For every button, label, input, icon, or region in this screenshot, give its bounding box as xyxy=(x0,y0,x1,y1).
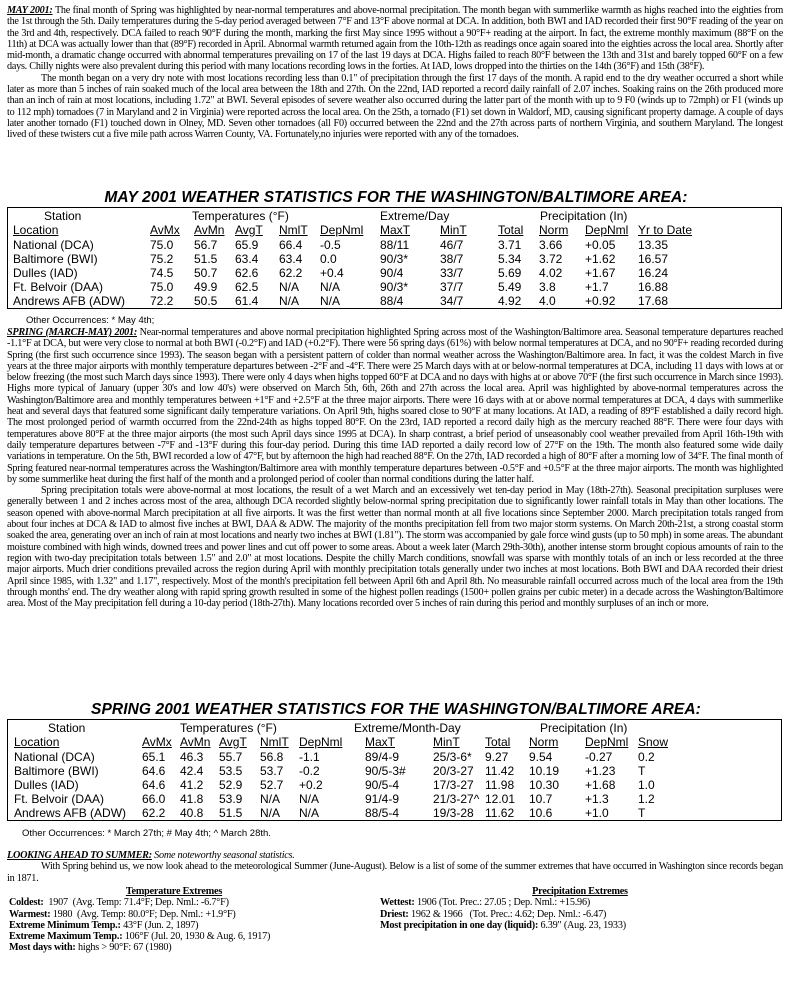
may_table-column-header: Norm xyxy=(539,223,569,237)
spring_table-group-header: Station xyxy=(48,721,86,735)
spring_table-cell: 40.8 xyxy=(180,806,204,820)
spring_table-cell: 12.01 xyxy=(485,792,516,806)
may_table-row-station: Dulles (IAD) xyxy=(13,266,78,280)
ahead-heading: LOOKING AHEAD TO SUMMER: xyxy=(7,850,152,861)
spring-stats-table xyxy=(7,719,782,821)
spring_table-column-header: DepNml xyxy=(585,735,629,749)
extremes-label: Coldest: xyxy=(9,897,44,909)
may_table-cell: 38/7 xyxy=(440,252,464,266)
may_table-cell: +1.67 xyxy=(585,266,616,280)
spring_table-cell: N/A xyxy=(260,792,281,806)
spring_table-column-header: Snow xyxy=(638,735,669,749)
may_table-column-header: MaxT xyxy=(380,223,410,237)
may_table-cell: 51.5 xyxy=(194,252,218,266)
spring_table-cell: 41.2 xyxy=(180,778,204,792)
extremes-label: Extreme Minimum Temp.: xyxy=(9,919,121,931)
may_table-cell: 16.88 xyxy=(638,280,669,294)
may_table-column-header: MinT xyxy=(440,223,467,237)
spring_table-row-station: Ft. Belvoir (DAA) xyxy=(14,792,105,806)
may_table-cell: 4.92 xyxy=(498,294,522,308)
spring_table-row-station: Dulles (IAD) xyxy=(14,778,79,792)
spring_table-cell: 53.5 xyxy=(219,764,243,778)
spring_table-cell: 89/4-9 xyxy=(365,750,400,764)
spring_table-cell: +1.23 xyxy=(585,764,616,778)
spring_table-cell: 19/3-28 xyxy=(433,806,474,820)
spring_table-cell: 56.8 xyxy=(260,750,284,764)
may_table-cell: 66.4 xyxy=(279,238,303,252)
spring_table-cell: 0.2 xyxy=(638,750,655,764)
spring_table-column-header: MinT xyxy=(433,735,460,749)
may_table-cell: 63.4 xyxy=(279,252,303,266)
spring_table-cell: 10.6 xyxy=(529,806,553,820)
spring_table-cell: 62.2 xyxy=(142,806,166,820)
ahead-subtitle: Some noteworthy seasonal statistics. xyxy=(151,850,295,861)
spring_table-group-header: Precipitation (In) xyxy=(540,721,628,735)
extremes-label: Driest: xyxy=(380,908,409,920)
spring_table-cell: 10.19 xyxy=(529,764,560,778)
spring_table-cell: N/A xyxy=(299,792,320,806)
may-table-title: MAY 2001 WEATHER STATISTICS FOR THE WASHINGTON/BALTIMORE AREA: xyxy=(104,189,688,206)
may-stats-table xyxy=(7,207,782,309)
may_table-cell: N/A xyxy=(279,294,300,308)
extremes-line xyxy=(380,897,780,908)
spring_table-cell: 10.7 xyxy=(529,792,553,806)
may_table-cell: 90/4 xyxy=(380,266,404,280)
extremes-line xyxy=(9,942,339,953)
may_table-cell: 16.57 xyxy=(638,252,669,266)
may_table-cell: 61.4 xyxy=(235,294,259,308)
spring_table-cell: T xyxy=(638,764,646,778)
spring_table-column-header: NmlT xyxy=(260,735,289,749)
spring_table-cell: 53.9 xyxy=(219,792,243,806)
spring_table-cell: -0.2 xyxy=(299,764,320,778)
spring_table-cell: 9.54 xyxy=(529,750,553,764)
extremes-value: 6.39" (Aug. 23, 1933) xyxy=(538,919,626,931)
may_table-row-station: Ft. Belvoir (DAA) xyxy=(13,280,104,294)
may_table-cell: 75.0 xyxy=(150,238,174,252)
spring_table-cell: +1.0 xyxy=(585,806,609,820)
may_table-cell: 75.0 xyxy=(150,280,174,294)
spring_table-cell: 9.27 xyxy=(485,750,509,764)
may_table-cell: 62.6 xyxy=(235,266,259,280)
may_table-cell: 88/4 xyxy=(380,294,404,308)
spring_table-cell: +0.2 xyxy=(299,778,323,792)
spring_table-cell: 65.1 xyxy=(142,750,166,764)
may_table-cell: N/A xyxy=(320,280,341,294)
may-paragraph-2: The month began on a very dry note with most locations recording less than 0.1" of precipitation through the first 17 days of the month. A rapid end to the dry weather occurred a short while later as more than 5 inches of rain soaked much of the local area between the 18th and 27th. On the 22nd, IAD reported a record daily rainfall of 2.07 inches. Soaking rains on the 26th produced more than an inch of rain at most locations, including 1.72" at BWI. Several episodes of severe weather also occurred during the latter part of the month with up to 9 F0 (winds up to 72mph) or F1 (winds up to 112 mph) tornadoes (7 in Maryland and 2 in Virginia) were reported across the local area. On the 25th, a tornado (F1) set down in Waldorf, MD, causing significant property damage. A couple of days later another tornado (F1) touched down in Olney, MD. Seven other tornadoes (all F0) occurred between the 22nd and the 27th across parts of northern Virginia, and southern Maryland. The longest lived of these twisters cut a five mile path across Warren County, VA. Fortunately,no injuries were reported with any of the tornadoes. xyxy=(7,72,783,141)
may_table-group-header: Station xyxy=(44,209,82,223)
spring_table-cell: N/A xyxy=(299,806,320,820)
extremes-label: Wettest: xyxy=(380,897,415,909)
may_table-cell: 62.2 xyxy=(279,266,303,280)
extremes-line xyxy=(380,920,780,931)
may_table-cell: 0.0 xyxy=(320,252,337,266)
may_table-cell: 34/7 xyxy=(440,294,464,308)
spring_table-cell: 41.8 xyxy=(180,792,204,806)
may_table-column-header: Yr to Date xyxy=(638,223,693,237)
spring_table-cell: 52.9 xyxy=(219,778,243,792)
spring_table-cell: 46.3 xyxy=(180,750,204,764)
spring_table-column-header: AvMn xyxy=(180,735,211,749)
may_table-cell: 74.5 xyxy=(150,266,174,280)
may-other-occurrences: Other Occurrences: * May 4th; xyxy=(26,315,155,326)
may_table-cell: 65.9 xyxy=(235,238,259,252)
may_table-cell: 75.2 xyxy=(150,252,174,266)
may_table-cell: -0.5 xyxy=(320,238,341,252)
extremes-title: Temperature Extremes xyxy=(125,886,223,897)
spring_table-cell: 91/4-9 xyxy=(365,792,400,806)
may_table-cell: +0.92 xyxy=(585,294,616,308)
extremes-line xyxy=(9,897,339,908)
may_table-column-header: Location xyxy=(13,223,59,237)
may_table-cell: 50.7 xyxy=(194,266,218,280)
spring_table-column-header: Location xyxy=(14,735,60,749)
may_table-cell: 3.66 xyxy=(539,238,563,252)
spring_table-row-station: National (DCA) xyxy=(14,750,95,764)
spring_table-cell: 17/3-27 xyxy=(433,778,474,792)
extremes-line xyxy=(9,931,339,942)
may_table-group-header: Precipitation (In) xyxy=(540,209,628,223)
spring_table-cell: 25/3-6* xyxy=(433,750,472,764)
may_table-row-station: National (DCA) xyxy=(13,238,94,252)
spring-table-title: SPRING 2001 WEATHER STATISTICS FOR THE WASHINGTON/BALTIMORE AREA: xyxy=(91,701,701,718)
spring_table-cell: 64.6 xyxy=(142,764,166,778)
may-heading: MAY 2001: xyxy=(7,5,53,16)
may_table-cell: +1.7 xyxy=(585,280,609,294)
spring-heading: SPRING (MARCH-MAY) 2001: xyxy=(7,327,138,338)
may_table-cell: 72.2 xyxy=(150,294,174,308)
spring_table-cell: 53.7 xyxy=(260,764,284,778)
may_table-cell: 3.71 xyxy=(498,238,522,252)
spring_table-column-header: Total xyxy=(485,735,511,749)
extremes-label: Extreme Maximum Temp.: xyxy=(9,931,123,943)
may_table-cell: 4.02 xyxy=(539,266,563,280)
may_table-group-header: Extreme/Day xyxy=(380,209,450,223)
may_table-cell: 88/11 xyxy=(380,238,410,252)
may_table-cell: 5.34 xyxy=(498,252,522,266)
may_table-cell: 49.9 xyxy=(194,280,218,294)
extremes-line xyxy=(9,909,339,920)
extremes-title: Precipitation Extremes xyxy=(532,886,628,897)
may_table-cell: 63.4 xyxy=(235,252,259,266)
extremes-label: Warmest: xyxy=(9,908,51,920)
may_table-cell: 13.35 xyxy=(638,238,669,252)
may_table-cell: 3.8 xyxy=(539,280,556,294)
may_table-column-header: NmlT xyxy=(279,223,308,237)
extremes-value: 106°F (Jul. 20, 1930 & Aug. 6, 1917) xyxy=(122,931,271,943)
may_table-cell: 16.24 xyxy=(638,266,669,280)
may_table-cell: 37/7 xyxy=(440,280,464,294)
spring-text-1: Near-normal temperatures and above normal precipitation highlighted Spring across most of the Washington/Baltimore area. Seasonal temperature departures reached -1.1°F at DCA, but were very close to normal at both BWI (-0.2°F) and IAD (+0.2°F). There were 56 spring days (61%) with below normal temperatures at DCA, and no 90°F+ reading recorded during Spring (the first such occurrence since 1993). The season began with a persistent pattern of colder than normal weather across the Washington/Baltimore area. In fact, it was the coldest March in five years at the three major airports with monthly temperature departures between -2°F and -4°F. There were 25 March days with at or below-normal temperatures at DCA, including 11 days with lows at or below freezing (the most such March days since 1993). There were only 4 days when highs topped 60°F at DCA and no days with highs at or above 70°F (the first such occurrence in March since 1993). Highs more typical of January (upper 30's and low 40's) were observed on March 5th, 6th, 26th and 27th across the local area. April was highlighted by above-normal temperatures across the Washington/Baltimore area and monthly temperatures between +1°F and +2.5°F at the three major airports. There were 16 days with at or above normal temperatures at DCA, 4 days with summerlike heat and several days that featured some significant daily temperature variations. On April 9th, highs soared close to 90°F at many locations. At IAD, a reading of 89°F established a daily record high. The most prolonged period of warmth occurred from the 22nd-24th as highs topped 80°F. On the 23rd, IAD reported a record daily high as the mercury reached 88°F. There were four days with temperatures above 80°F at the three major airports (the most such April days since 1995 at DCA). In sharp contrast, a brief period of unseasonably cool weather prevailed from April 16th-19th with daily temperature departures between -7°F and -13°F during this four-day period. During this time IAD reported a daily record low of 27°F on the 19th. The month also featured some wide daily variations in temperature. On the 5th, BWI recorded a low of 47°F, but by afternoon the high had reached 88°F. On the 27th, IAD recorded a high of 80°F after a morning low of 34°F. The final month of Spring featured near-normal temperatures across the Washington/Baltimore area with monthly temperature departures between -0.5°F and +0.5°F at the three major airports. The month was highlighted by some summerlike heat during the first half of the month and a prolonged period of cooler than normal conditions during the latter half. xyxy=(7,327,783,485)
may_table-cell: +1.62 xyxy=(585,252,616,266)
spring_table-cell: 20/3-27 xyxy=(433,764,474,778)
may-paragraph-1 xyxy=(7,5,783,73)
may-text-1: The final month of Spring was highlighted by near-normal temperatures and above-normal precipitation. The month began with summerlike warmth as highs reached into the eighties from the 1st through the 5th. Daily temperatures during the 5-day period averaged between 7°F and 13°F above normal at DCA. In addition, both BWI and IAD recorded their first 90°F reading of the year on the 3rd and 4th, respectively. DCA failed to reach 90°F during the month, marking the first May since 1995 without a 90°F+ reading at the airport. In fact, the extreme monthly maximum (88°F on the 11th) at DCA was actually lower than that (89°F) recorded in April. Abnormal warmth returned again from the 10th-12th as readings once again soared into the eighties across the local area. Shortly after mid-month, a dramatic change occurred with abnormal temperatures prevailing on 17 of the last 19 days at DCA. Highs failed to reach 80°F between the 13th and 31st and barely topped 60°F on a few days. Chilly nights were also prevalent during this period with many locations recording lows in the forties. At IAD, lows dropped into the thirties on the 14th (36°F) and 15th (38°F). xyxy=(7,5,783,73)
extremes-value: 43°F (Jun. 2, 1897) xyxy=(120,919,199,931)
spring_table-cell: 51.5 xyxy=(219,806,243,820)
may_table-cell: N/A xyxy=(320,294,341,308)
spring_table-column-header: Norm xyxy=(529,735,559,749)
may_table-column-header: AvMn xyxy=(194,223,225,237)
spring_table-group-header: Temperatures (°F) xyxy=(180,721,277,735)
ahead-heading-line xyxy=(7,850,783,861)
spring-other-occurrences: Other Occurrences: * March 27th; # May 4th; ^ March 28th. xyxy=(22,828,271,839)
spring_table-cell: 1.0 xyxy=(638,778,655,792)
extremes-label: Most precipitation in one day (liquid): xyxy=(380,919,539,931)
spring_table-cell: 90/5-4 xyxy=(365,778,400,792)
spring_table-group-header: Extreme/Month-Day xyxy=(354,721,461,735)
spring_table-cell: 90/5-3# xyxy=(365,764,406,778)
extremes-label: Most days with: xyxy=(9,942,76,954)
may_table-cell: 4.0 xyxy=(539,294,556,308)
may_table-row-station: Andrews AFB (ADW) xyxy=(13,294,126,308)
may_table-cell: 62.5 xyxy=(235,280,259,294)
spring_table-column-header: MaxT xyxy=(365,735,395,749)
extremes-line xyxy=(9,920,339,931)
spring_table-cell: -1.1 xyxy=(299,750,320,764)
may_table-column-header: AvgT xyxy=(235,223,263,237)
spring_table-cell: N/A xyxy=(260,806,281,820)
spring_table-cell: 11.42 xyxy=(485,764,515,778)
may_table-cell: 3.72 xyxy=(539,252,563,266)
may_table-cell: +0.4 xyxy=(320,266,344,280)
spring_table-cell: 42.4 xyxy=(180,764,204,778)
spring_table-cell: +1.68 xyxy=(585,778,616,792)
may_table-cell: N/A xyxy=(279,280,300,294)
spring_table-cell: 21/3-27^ xyxy=(433,792,480,806)
may_table-cell: 5.49 xyxy=(498,280,522,294)
may_table-column-header: AvMx xyxy=(150,223,180,237)
may_table-cell: 17.68 xyxy=(638,294,669,308)
may_table-cell: 46/7 xyxy=(440,238,464,252)
spring_table-cell: 1.2 xyxy=(638,792,655,806)
extremes-value: highs > 90°F: 67 (1980) xyxy=(75,942,172,954)
may_table-cell: 5.69 xyxy=(498,266,522,280)
may_table-cell: 56.7 xyxy=(194,238,218,252)
may_table-column-header: DepNml xyxy=(585,223,629,237)
spring_table-row-station: Andrews AFB (ADW) xyxy=(14,806,127,820)
spring-paragraph-1 xyxy=(7,327,783,485)
may_table-column-header: Total xyxy=(498,223,524,237)
ahead-section xyxy=(7,850,783,884)
may_table-cell: 90/3* xyxy=(380,280,409,294)
extremes-value: 1906 (Tot. Prec.: 27.05 ; Dep. Nml.: +15.96) xyxy=(414,897,591,909)
spring_table-column-header: AvMx xyxy=(142,735,172,749)
spring_table-cell: 88/5-4 xyxy=(365,806,400,820)
may-section xyxy=(7,5,783,141)
may_table-row-station: Baltimore (BWI) xyxy=(13,252,98,266)
extremes-value: 1980 (Avg. Temp: 80.0°F; Dep. Nml.: +1.9°F) xyxy=(50,908,236,920)
extremes-line xyxy=(380,909,780,920)
spring_table-cell: 52.7 xyxy=(260,778,284,792)
extremes-value: 1962 & 1966 (Tot. Prec.: 4.62; Dep. Nml.: -6.47) xyxy=(408,908,607,920)
may_table-cell: 33/7 xyxy=(440,266,464,280)
temperature-extremes xyxy=(9,886,339,954)
spring-section xyxy=(7,327,783,609)
may_table-column-header: DepNml xyxy=(320,223,364,237)
ahead-paragraph: With Spring behind us, we now look ahead to the meteorological Summer (June-August). Below is a list of some of the summer extremes that have occurred in Washington since records began in 1871. xyxy=(7,861,783,884)
spring_table-row-station: Baltimore (BWI) xyxy=(14,764,99,778)
precipitation-extremes xyxy=(380,886,780,931)
spring_table-cell: 64.6 xyxy=(142,778,166,792)
spring_table-cell: 10.30 xyxy=(529,778,560,792)
spring_table-cell: T xyxy=(638,806,646,820)
may_table-cell: +0.05 xyxy=(585,238,616,252)
spring_table-column-header: DepNml xyxy=(299,735,343,749)
spring_table-cell: +1.3 xyxy=(585,792,609,806)
spring_table-cell: 66.0 xyxy=(142,792,166,806)
spring-paragraph-2: Spring precipitation totals were above-normal at most locations, the result of a wet March and an excessively wet ten-day period in May (18th-27th). Seasonal precipitation surpluses were generally between 1 and 2 inches across most of the area, although DCA recorded slightly below-normal spring precipitation due to significantly lower rainfall totals in May than other locations. The season opened with above-normal March precipitation at all five airports. It was the first wetter than normal month at all five locations since September 2000. March precipitation totals ranged from about four inches at DCA & IAD to almost five inches at BWI, DAA & ADW. The majority of the months precipitation fell from two major storm systems. On March 20th-21st, a strong coastal storm soaked the area, generating over an inch of rain at most locations and nearly two inches at BWI (1.81"). The storm was accompanied by gale force wind gusts (up to 50 mph) in some areas. The abundant moisture combined with high winds, downed trees and power lines and cut off power to some areas. About a week later (March 29th-30th), another intense storm brought copious amounts of rain to the region with two-day precipitation totals between 1.5" and 2.0" at most locations. Despite the chilly March conditions, snowfall was sparse with monthly totals of an inch or less recorded at the three major airports. Much drier conditions prevailed across the region during April with monthly precipitation totals generally under two inches at most locations. Both BWI and DAA recorded their driest April since 1985, with 1.32" and 1.17", respectively. Most of the month's precipitation fell between April 6th and April 8th. No measurable rainfall occurred across much of the local area from the 19th through months' end. The dry weather along with rapid spring growth resulted in some of the highest pollen readings (1500+ pollen grains per cubic meter) in a decade across the Washington/Baltimore area. Most of the May precipitation fell during a 10-day period (18th-27th). Many locations recorded over 5 inches of rain during this period and monthly surpluses of an inch or more. xyxy=(7,485,783,610)
spring_table-cell: 11.62 xyxy=(485,806,515,820)
spring_table-cell: -0.27 xyxy=(585,750,613,764)
may_table-cell: 90/3* xyxy=(380,252,409,266)
extremes-value: 1907 (Avg. Temp: 71.4°F; Dep. Nml.: -6.7°F) xyxy=(43,897,229,909)
may_table-cell: 50.5 xyxy=(194,294,218,308)
spring_table-cell: 11.98 xyxy=(485,778,515,792)
spring_table-column-header: AvgT xyxy=(219,735,247,749)
spring_table-cell: 55.7 xyxy=(219,750,243,764)
may_table-group-header: Temperatures (°F) xyxy=(192,209,289,223)
